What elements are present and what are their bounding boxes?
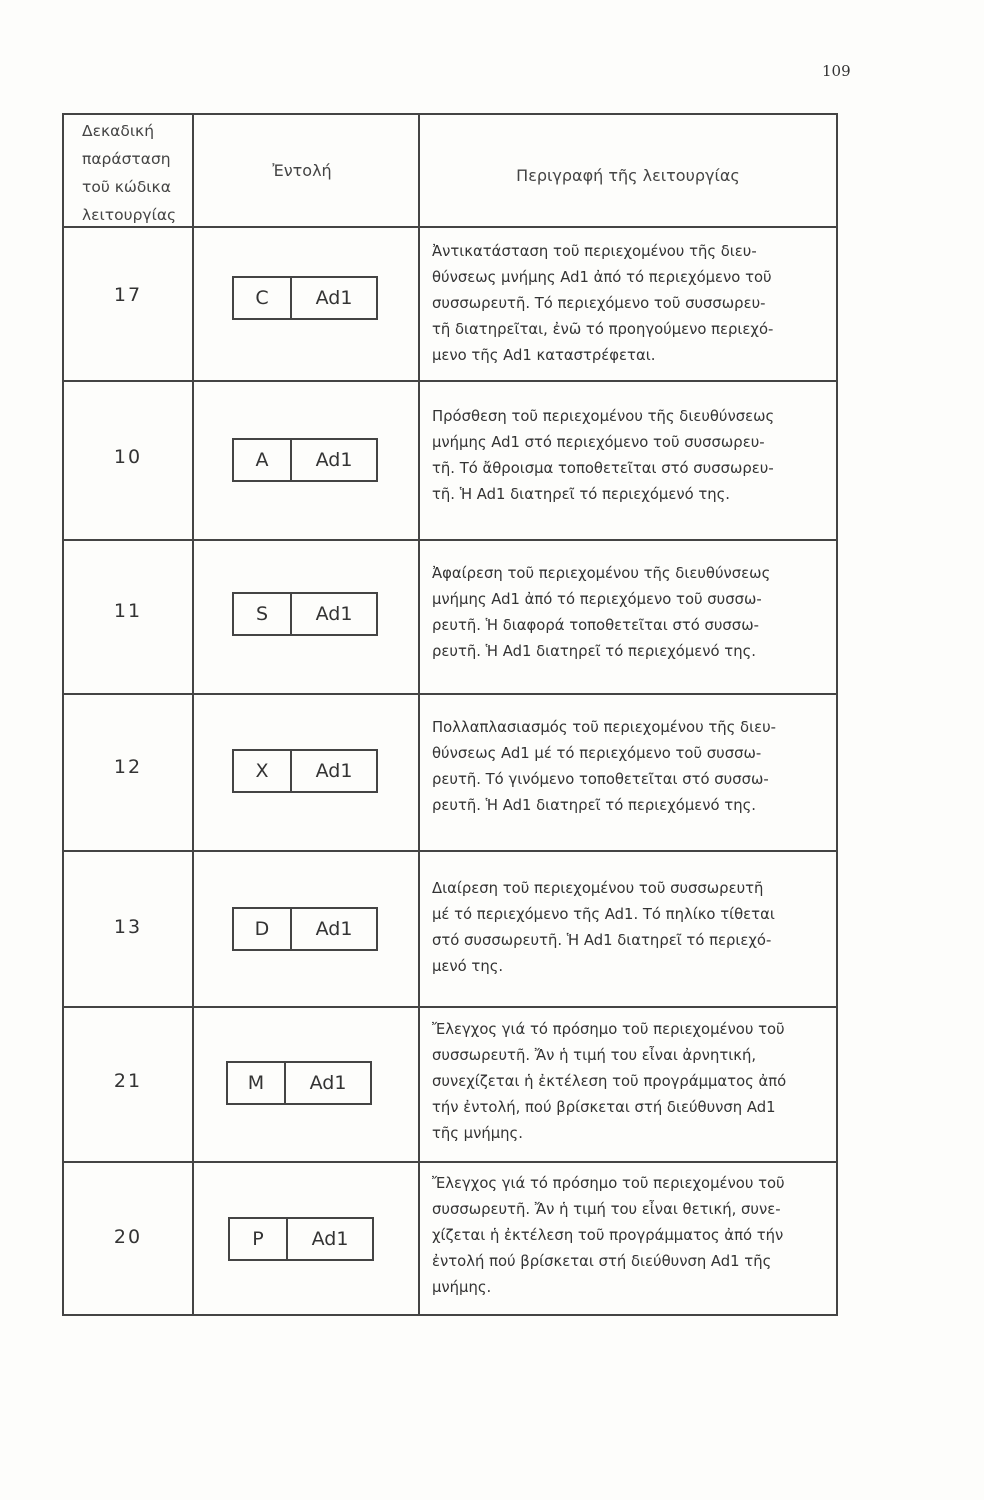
description-line: μενο τῆς Ad1 καταστρέφεται. [432, 347, 656, 364]
description-line: θύνσεως Ad1 μέ τό περιεχόμενο τοῦ συσσω- [432, 745, 762, 762]
description-line: ρευτῆ. Ἡ Ad1 διατηρεῖ τό περιεχόμενό της. [432, 797, 756, 814]
table-row [64, 1008, 836, 1161]
table-row [64, 382, 836, 539]
header-code-column [82, 117, 202, 229]
operation-description [432, 1171, 830, 1301]
description-line: ρευτῆ. Τό γινόμενο τοποθετεῖται στό συσσω- [432, 771, 769, 788]
opcode-decimal: 17 [113, 284, 143, 306]
description-line: χίζεται ἡ ἐκτέλεση τοῦ προγράμματος ἀπό τήν [432, 1227, 784, 1244]
instruction-op: A [234, 440, 292, 480]
instruction-address: Ad1 [309, 1072, 347, 1094]
header-code-line: λειτουργίας [82, 206, 177, 224]
opcode-decimal: 21 [113, 1070, 143, 1092]
description-line: Πρόσθεση τοῦ περιεχομένου τῆς διευθύνσεως [432, 408, 775, 425]
description-line: τῆ. Τό ἄθροισμα τοποθετεῖται στό συσσωρευ- [432, 460, 774, 477]
opcode-decimal: 10 [113, 446, 143, 468]
opcode-decimal: 20 [113, 1226, 143, 1248]
table-row [64, 541, 836, 693]
instruction-op: P [230, 1219, 288, 1259]
description-line: μνήμης Ad1 στό περιεχόμενο τοῦ συσσωρευ- [432, 434, 765, 451]
instruction-box [226, 1061, 372, 1105]
description-line: Ἔλεγχος γιά τό πρόσημο τοῦ περιεχομένου τοῦ [432, 1021, 785, 1038]
description-line: μέ τό περιεχόμενο τῆς Ad1. Τό πηλίκο τίθεται [432, 906, 775, 923]
instruction-op: S [234, 594, 292, 634]
description-line: συσσωρευτῆ. Τό περιεχόμενο τοῦ συσσωρευ- [432, 295, 766, 312]
header-code-line: παράσταση [82, 150, 171, 168]
description-line: συσσωρευτῆ. Ἄν ἡ τιμή του εἶναι θετική, συνε- [432, 1201, 781, 1218]
table-row [64, 228, 836, 380]
description-line: στό συσσωρευτῆ. Ἡ Ad1 διατηρεῖ τό περιεχό- [432, 932, 772, 949]
instruction-address: Ad1 [315, 449, 353, 471]
table-row [64, 695, 836, 850]
table-row [64, 1163, 836, 1314]
operation-description [432, 1017, 830, 1147]
description-line: Ἀντικατάσταση τοῦ περιεχομένου τῆς διευ- [432, 243, 757, 260]
instruction-address: Ad1 [315, 287, 353, 309]
table-row [64, 852, 836, 1006]
description-line: τήν ἐντολή, πού βρίσκεται στή διεύθυνση Ad1 [432, 1099, 776, 1116]
description-line: Ἀφαίρεση τοῦ περιεχομένου τῆς διευθύνσεως [432, 565, 771, 582]
opcode-decimal: 12 [113, 756, 143, 778]
description-line: τῆς μνήμης. [432, 1125, 523, 1142]
instruction-table [62, 113, 838, 1316]
instruction-box [232, 276, 378, 320]
description-line: Διαίρεση τοῦ περιεχομένου τοῦ συσσωρευτῆ [432, 880, 764, 897]
description-line: Πολλαπλασιασμός τοῦ περιεχομένου τῆς διευ- [432, 719, 776, 736]
instruction-box [228, 1217, 374, 1261]
description-line: ἐντολή πού βρίσκεται στή διεύθυνση Ad1 τῆς [432, 1253, 772, 1270]
description-line: συσσωρευτῆ. Ἄν ἡ τιμή του εἶναι ἀρνητική, [432, 1047, 757, 1064]
instruction-address: Ad1 [315, 918, 353, 940]
instruction-box [232, 592, 378, 636]
description-line: θύνσεως μνήμης Ad1 ἀπό τό περιεχόμενο τοῦ [432, 269, 772, 286]
instruction-op: M [228, 1063, 286, 1103]
description-line: μενό της. [432, 958, 504, 975]
header-code-line: τοῦ κώδικα [82, 178, 171, 196]
description-line: ρευτῆ. Ἡ Ad1 διατηρεῖ τό περιεχόμενό της. [432, 643, 756, 660]
opcode-decimal: 11 [113, 600, 143, 622]
instruction-box [232, 438, 378, 482]
instruction-address: Ad1 [315, 603, 353, 625]
opcode-decimal: 13 [113, 916, 143, 938]
description-line: Ἔλεγχος γιά τό πρόσημο τοῦ περιεχομένου τοῦ [432, 1175, 785, 1192]
description-line: τῆ διατηρεῖται, ἐνῶ τό προηγούμενο περιεχό- [432, 321, 774, 338]
instruction-address: Ad1 [311, 1228, 349, 1250]
description-line: μνήμης Ad1 ἀπό τό περιεχόμενο τοῦ συσσω- [432, 591, 762, 608]
instruction-op: C [234, 278, 292, 318]
operation-description [432, 239, 830, 369]
operation-description [432, 561, 830, 665]
instruction-op: X [234, 751, 292, 791]
instruction-op: D [234, 909, 292, 949]
operation-description [432, 404, 830, 508]
header-code-line: Δεκαδική [82, 122, 155, 140]
description-line: συνεχίζεται ἡ ἐκτέλεση τοῦ προγράμματος ἀπό [432, 1073, 787, 1090]
operation-description [432, 715, 830, 819]
instruction-address: Ad1 [315, 760, 353, 782]
operation-description [432, 876, 830, 980]
instruction-box [232, 749, 378, 793]
description-line: μνήμης. [432, 1279, 492, 1296]
instruction-box [232, 907, 378, 951]
description-line: τῆ. Ἡ Ad1 διατηρεῖ τό περιεχόμενό της. [432, 486, 731, 503]
page-number: 109 [822, 62, 851, 80]
header-description-column: Περιγραφή τῆς λειτουργίας [516, 166, 740, 185]
description-line: ρευτῆ. Ἡ διαφορά τοποθετεῖται στό συσσω- [432, 617, 759, 634]
header-command-column: Ἐντολή [272, 161, 332, 180]
